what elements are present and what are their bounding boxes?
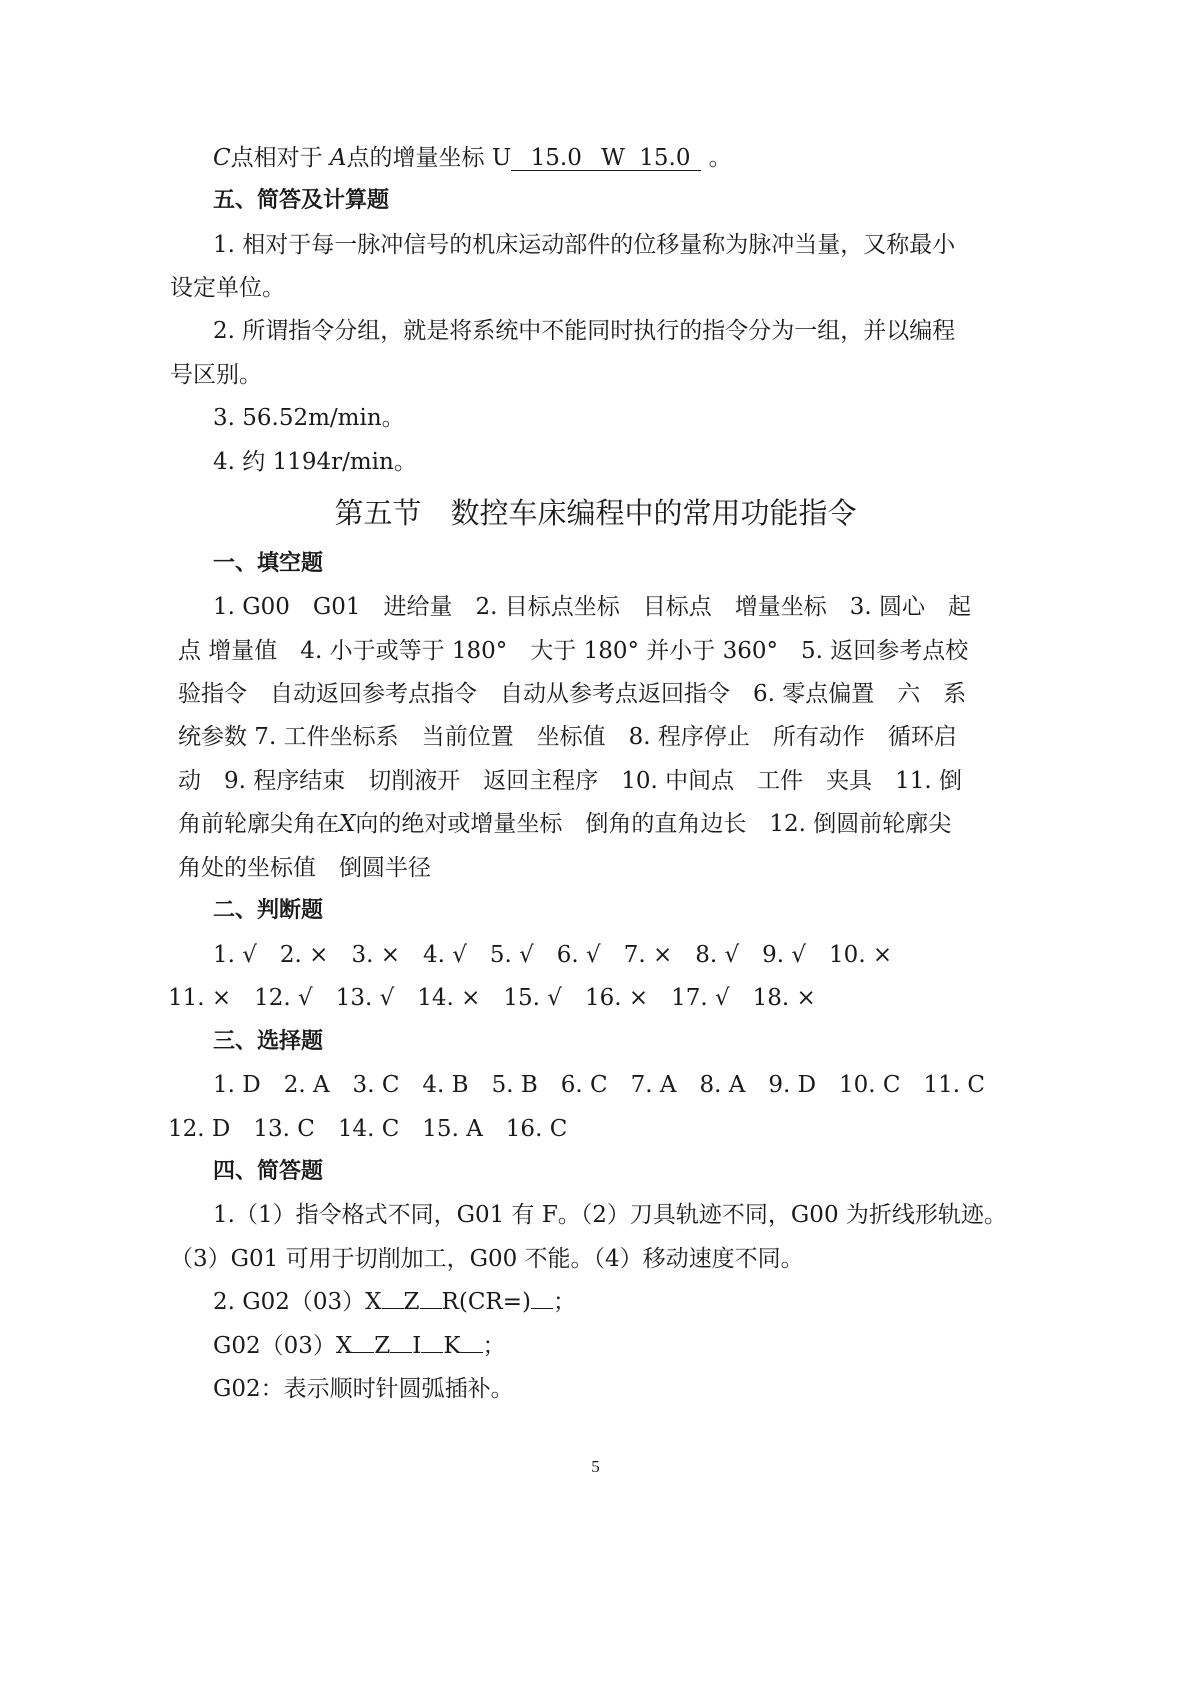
axis-x-label: X xyxy=(339,811,356,837)
short-answer-2-formula-r xyxy=(213,1287,576,1317)
fill-line-7: 角处的坐标值 倒圆半径 xyxy=(178,855,431,881)
blank-x2 xyxy=(352,1352,374,1353)
point-c-label: C xyxy=(213,145,231,171)
z-label: Z xyxy=(403,1289,420,1315)
fill-line-2: 点 增量值 4. 小于或等于 180° 大于 180° 并小于 360° 5. 返回参考点校 xyxy=(178,638,969,664)
k-label: K xyxy=(443,1333,461,1359)
short-answer-2-formula-ik xyxy=(213,1331,506,1361)
z-label-2: Z xyxy=(374,1333,391,1359)
w-prefix: W xyxy=(601,145,625,171)
short-heading: 四、简答题 xyxy=(213,1159,324,1184)
sec5-answer-1-line2: 设定单位。 xyxy=(170,275,285,301)
formula-ik-prefix: G02（03）X xyxy=(213,1333,353,1359)
blank-i xyxy=(421,1352,443,1353)
intro-text-2: 点的增量坐标 U xyxy=(346,145,512,171)
fill-line-6-post: 向的绝对或增量坐标 倒角的直角边长 12. 倒圆前轮廓尖 xyxy=(355,811,952,837)
formula-r-prefix: 2. G02（03）X xyxy=(213,1289,382,1315)
intro-text-1: 点相对于 xyxy=(230,145,323,171)
choice-heading: 三、选择题 xyxy=(213,1029,324,1054)
fill-heading: 一、填空题 xyxy=(213,551,324,576)
short-answer-1-line1: 1.（1）指令格式不同，G01 有 F。（2）刀具轨迹不同，G00 为折线形轨迹。 xyxy=(213,1202,1007,1228)
intro-end: 。 xyxy=(708,145,732,171)
page-number: 5 xyxy=(591,1457,600,1476)
sec5-answer-1-line1: 1. 相对于每一脉冲信号的机床运动部件的位移量称为脉冲当量，又称最小 xyxy=(213,232,956,258)
blank-z xyxy=(420,1308,442,1309)
chapter-title: 第五节 数控车床编程中的常用功能指令 xyxy=(334,496,857,530)
r-label: R(CR=) xyxy=(441,1289,531,1315)
judge-heading: 二、判断题 xyxy=(213,898,324,923)
sec5-answer-2-line1: 2. 所谓指令分组，就是将系统中不能同时执行的指令分为一组，并以编程 xyxy=(213,318,956,344)
judge-line-2: 11. × 12. √ 13. √ 14. × 15. √ 16. × 17. √ 18. × xyxy=(168,985,816,1011)
w-value: 15.0 xyxy=(639,145,691,171)
point-a-label: A xyxy=(329,145,347,171)
u-value: 15.0 xyxy=(530,145,582,171)
fill-line-4: 统参数 7. 工件坐标系 当前位置 坐标值 8. 程序停止 所有动作 循环启 xyxy=(178,724,957,750)
semicolon-2: ； xyxy=(482,1333,506,1359)
fill-line-6-pre: 角前轮廓尖角在 xyxy=(178,811,339,837)
intro-line xyxy=(213,143,732,173)
g02-description: G02：表示顺时针圆弧插补。 xyxy=(213,1376,514,1402)
judge-line-1: 1. √ 2. × 3. × 4. √ 5. √ 6. √ 7. × 8. √ 9. √ 10. × xyxy=(213,942,893,968)
sec5-answer-2-line2: 号区别。 xyxy=(170,362,262,388)
semicolon-1: ； xyxy=(552,1289,576,1315)
short-answer-1-line2: （3）G01 可用于切削加工，G00 不能。（4）移动速度不同。 xyxy=(170,1246,804,1272)
sec5-answer-4: 4. 约 1194r/min。 xyxy=(213,449,417,475)
fill-line-1: 1. G00 G01 进给量 2. 目标点坐标 目标点 增量坐标 3. 圆心 起 xyxy=(213,594,972,620)
w-value-blank xyxy=(601,146,701,171)
u-value-blank xyxy=(511,146,601,171)
blank-k xyxy=(461,1352,483,1353)
choice-line-1: 1. D 2. A 3. C 4. B 5. B 6. C 7. A 8. A 9. D 10. C 11. C xyxy=(213,1072,985,1098)
fill-line-3: 验指令 自动返回参考点指令 自动从参考点返回指令 6. 零点偏置 六 系 xyxy=(178,681,967,707)
blank-r xyxy=(531,1308,553,1309)
i-label: I xyxy=(412,1333,422,1359)
fill-line-6 xyxy=(178,809,951,839)
blank-z2 xyxy=(390,1352,412,1353)
fill-line-5: 动 9. 程序结束 切削液开 返回主程序 10. 中间点 工件 夹具 11. 倒 xyxy=(178,768,963,794)
section-5-heading: 五、简答及计算题 xyxy=(213,188,390,213)
sec5-answer-3: 3. 56.52m/min。 xyxy=(213,405,405,431)
blank-x xyxy=(382,1308,404,1309)
choice-line-2: 12. D 13. C 14. C 15. A 16. C xyxy=(168,1116,568,1142)
